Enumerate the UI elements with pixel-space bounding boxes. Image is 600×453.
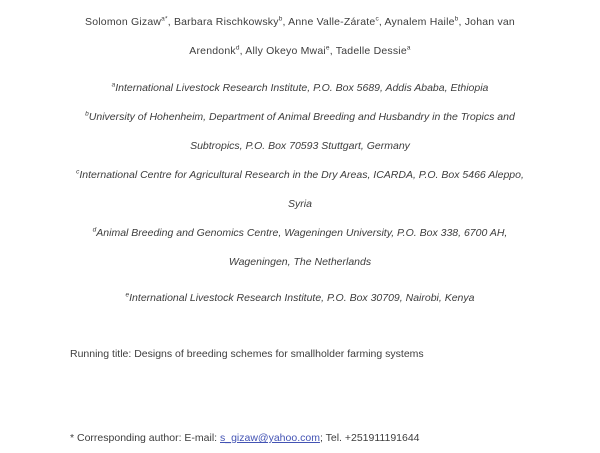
author-line-1: Solomon Gizaw$^{a*}$, Barbara Rischkowsky$^b$, Anne Valle-Zárate$^c$, Aynalem Haile$^b$, Johan van (85, 15, 515, 28)
affiliation-marker-a: a (111, 81, 116, 89)
affiliation-d (48, 219, 552, 277)
affiliation-marker-c: c (76, 168, 80, 176)
affiliation-c (48, 161, 552, 219)
email-link[interactable]: s_gizaw@yahoo.com (220, 432, 320, 444)
affiliation-text: University of Hohenheim, Department of Animal Breeding and Husbandry in the Tropics and (88, 111, 515, 123)
affiliation-b (48, 103, 552, 161)
affiliation-text: International Livestock Research Institute, P.O. Box 30709, Nairobi, Kenya (129, 292, 475, 304)
corresponding-author-line (70, 424, 420, 453)
affiliation-e (48, 284, 552, 313)
affiliation-marker-e: e (125, 291, 130, 299)
affiliation-text: Wageningen, The Netherlands (228, 256, 372, 268)
affiliation-text: International Centre for Agricultural Research in the Dry Areas, ICARDA, P.O. Box 5466 Aleppo, (79, 169, 524, 181)
corresponding-prefix: * Corresponding author: E-mail: (70, 432, 220, 444)
affiliation-text: Subtropics, P.O. Box 70593 Stuttgart, Germany (190, 140, 410, 152)
author-line-2: Arendonk$^d$, Ally Okeyo Mwai$^e$, Tadelle Dessie$^a$ (189, 44, 411, 57)
affiliation-text: Animal Breeding and Genomics Centre, Wageningen University, P.O. Box 338, 6700 AH, (96, 227, 508, 239)
affiliation-text: Syria (288, 198, 312, 210)
corresponding-suffix: ; Tel. +251911191644 (319, 432, 420, 444)
affiliation-marker-b: b (85, 110, 89, 118)
affiliation-marker-d: d (92, 226, 97, 234)
affiliation-text: International Livestock Research Institute, P.O. Box 5689, Addis Ababa, Ethiopia (115, 82, 489, 94)
author-list (48, 8, 552, 66)
affiliation-a (48, 74, 552, 103)
running-title: Running title: Designs of breeding schemes for smallholder farming systems (70, 348, 424, 360)
affiliation-list (48, 74, 552, 313)
